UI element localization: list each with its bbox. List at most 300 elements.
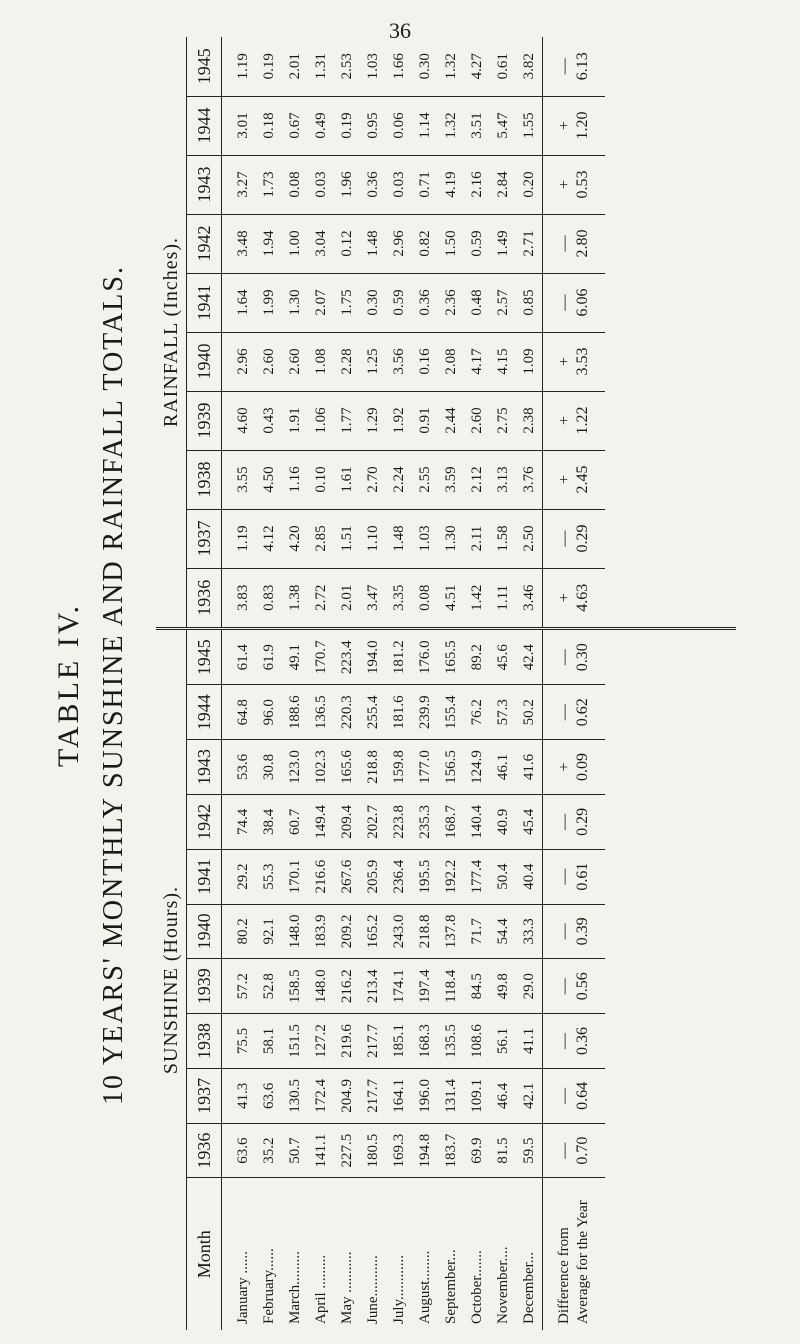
- value-cell: 3.01: [222, 96, 257, 155]
- value-cell: 0.82: [412, 214, 438, 273]
- value-cell: 89.2: [464, 630, 490, 685]
- difference-value: 0.29: [574, 524, 591, 553]
- value-cell: 30.8: [256, 740, 282, 795]
- value-cell: 1.00: [282, 214, 308, 273]
- value-cell: 239.9: [412, 685, 438, 740]
- value-cell: 46.4: [490, 1068, 516, 1123]
- value-cell: 136.5: [308, 685, 334, 740]
- difference-cell: [543, 1123, 606, 1178]
- difference-sign: —: [556, 868, 573, 885]
- value-cell: 92.1: [256, 904, 282, 959]
- value-cell: 0.19: [334, 96, 360, 155]
- value-cell: 2.11: [464, 509, 490, 568]
- year-header: 1943: [187, 740, 222, 795]
- year-header: 1938: [187, 450, 222, 509]
- value-cell: 2.70: [360, 450, 386, 509]
- value-cell: 217.7: [360, 1068, 386, 1123]
- table-row: [360, 37, 386, 627]
- value-cell: 194.0: [360, 630, 386, 685]
- value-cell: 0.06: [386, 96, 412, 155]
- sunshine-body: [222, 630, 543, 1330]
- difference-sign: —: [556, 294, 573, 311]
- value-cell: 168.7: [438, 794, 464, 849]
- difference-sign: —: [556, 978, 573, 995]
- difference-value: 6.13: [574, 52, 591, 81]
- month-label: January ......: [234, 1251, 251, 1324]
- value-cell: 1.10: [360, 509, 386, 568]
- year-header: 1943: [187, 155, 222, 214]
- value-cell: 0.59: [464, 214, 490, 273]
- difference-sign: —: [556, 58, 573, 75]
- value-cell: 168.3: [412, 1014, 438, 1069]
- value-cell: 2.84: [490, 155, 516, 214]
- rainfall-header-row: [187, 37, 222, 627]
- value-cell: 1.75: [334, 273, 360, 332]
- value-cell: 165.2: [360, 904, 386, 959]
- difference-cell: [543, 740, 606, 795]
- difference-value: 2.80: [574, 229, 591, 258]
- value-cell: 49.8: [490, 959, 516, 1014]
- table-row: [256, 37, 282, 627]
- value-cell: 108.6: [464, 1014, 490, 1069]
- value-cell: 1.30: [282, 273, 308, 332]
- difference-value: 0.39: [574, 917, 591, 946]
- value-cell: 0.67: [282, 96, 308, 155]
- value-cell: 3.56: [386, 332, 412, 391]
- value-cell: 1.11: [494, 584, 511, 611]
- value-cell: 40.4: [516, 849, 543, 904]
- year-header: 1942: [187, 214, 222, 273]
- value-cell: 41.6: [516, 740, 543, 795]
- value-cell: 1.32: [438, 37, 464, 96]
- value-cell: 0.08: [282, 155, 308, 214]
- difference-value: 0.29: [574, 807, 591, 836]
- table-row: [282, 37, 308, 627]
- value-cell: 0.18: [256, 96, 282, 155]
- table-row: [282, 630, 308, 1330]
- value-cell: 1.08: [308, 332, 334, 391]
- value-cell: 2.96: [222, 332, 257, 391]
- value-cell: 1.31: [308, 37, 334, 96]
- rainfall-heading: RAINFALL (Inches).: [160, 236, 182, 428]
- year-header: 1941: [187, 849, 222, 904]
- value-cell: 185.1: [386, 1014, 412, 1069]
- value-cell: 219.6: [334, 1014, 360, 1069]
- value-cell: 1.55: [516, 96, 543, 155]
- difference-value: 0.53: [574, 170, 591, 199]
- value-cell: 3.47: [364, 584, 381, 611]
- value-cell: 205.9: [360, 849, 386, 904]
- value-cell: 188.6: [282, 685, 308, 740]
- value-cell: 4.60: [222, 391, 257, 450]
- rotated-table-page: [52, 40, 752, 1330]
- value-cell: 213.4: [360, 959, 386, 1014]
- value-cell: 124.9: [464, 740, 490, 795]
- difference-row: [543, 37, 606, 627]
- value-cell: 196.0: [412, 1068, 438, 1123]
- value-cell: 0.30: [360, 273, 386, 332]
- value-cell: 81.5: [490, 1123, 516, 1178]
- value-cell: 1.03: [360, 37, 386, 96]
- year-header: 1944: [187, 685, 222, 740]
- value-cell: 0.71: [412, 155, 438, 214]
- year-header: 1937: [187, 1068, 222, 1123]
- table-row: [334, 37, 360, 627]
- value-cell: 56.1: [490, 1014, 516, 1069]
- value-cell: 75.5: [222, 1014, 257, 1069]
- value-cell: 3.27: [222, 155, 257, 214]
- difference-cell: [543, 568, 606, 627]
- value-cell: 63.6: [256, 1068, 282, 1123]
- value-cell: 1.61: [334, 450, 360, 509]
- value-cell: 172.4: [308, 1068, 334, 1123]
- value-cell: 216.2: [334, 959, 360, 1014]
- value-cell: 4.12: [256, 509, 282, 568]
- value-cell: 1.19: [222, 37, 257, 96]
- value-cell: 1.25: [360, 332, 386, 391]
- difference-cell: [543, 450, 606, 509]
- difference-cell: [543, 332, 606, 391]
- month-label: May ...........: [338, 1251, 355, 1324]
- value-cell: 0.48: [464, 273, 490, 332]
- difference-sign: —: [556, 649, 573, 666]
- difference-cell: [543, 630, 606, 685]
- value-cell: 1.49: [490, 214, 516, 273]
- value-cell: 49.1: [282, 630, 308, 685]
- value-cell: 1.14: [412, 96, 438, 155]
- value-cell: 52.8: [256, 959, 282, 1014]
- difference-cell: [543, 1014, 606, 1069]
- value-cell: 4.17: [464, 332, 490, 391]
- difference-value: 1.20: [574, 111, 591, 140]
- value-cell: 2.08: [438, 332, 464, 391]
- value-cell: 50.7: [282, 1123, 308, 1178]
- value-cell: 2.60: [256, 332, 282, 391]
- table-row: [222, 37, 257, 627]
- year-header: 1939: [187, 959, 222, 1014]
- difference-sign: —: [556, 1087, 573, 1104]
- value-cell: 109.1: [464, 1068, 490, 1123]
- month-label: October.......: [468, 1250, 485, 1324]
- value-cell: 243.0: [386, 904, 412, 959]
- value-cell: 41.3: [222, 1068, 257, 1123]
- value-cell: 29.0: [516, 959, 543, 1014]
- year-header: 1938: [187, 1014, 222, 1069]
- value-cell: 1.77: [334, 391, 360, 450]
- difference-cell: [543, 1068, 606, 1123]
- value-cell: 202.7: [360, 794, 386, 849]
- value-cell: 223.4: [334, 630, 360, 685]
- value-cell: 5.47: [490, 96, 516, 155]
- year-header: 1937: [187, 509, 222, 568]
- value-cell: 1.42: [468, 584, 485, 611]
- value-cell: 170.7: [308, 630, 334, 685]
- table-row: [516, 37, 543, 627]
- month-label: September...: [442, 1249, 459, 1324]
- sunshine-header-row: [187, 630, 222, 1330]
- value-cell: 148.0: [282, 904, 308, 959]
- value-cell: 2.60: [282, 332, 308, 391]
- value-cell: 1.09: [516, 332, 543, 391]
- value-cell: 135.5: [438, 1014, 464, 1069]
- value-cell: 0.36: [412, 273, 438, 332]
- value-cell: 1.06: [308, 391, 334, 450]
- sunshine-header: [187, 630, 222, 1330]
- value-cell: 183.9: [308, 904, 334, 959]
- value-cell: 197.4: [412, 959, 438, 1014]
- rainfall-footer: [543, 37, 606, 627]
- month-label: March.........: [286, 1251, 303, 1324]
- difference-sign: +: [556, 121, 573, 131]
- value-cell: 0.61: [490, 37, 516, 96]
- difference-sign: —: [556, 1142, 573, 1159]
- difference-sign: +: [556, 593, 573, 603]
- sunshine-heading: SUNSHINE (Hours).: [160, 885, 182, 1075]
- value-cell: 60.7: [282, 794, 308, 849]
- sunshine-section: [156, 630, 736, 1330]
- year-header: 1944: [187, 96, 222, 155]
- table-number: TABLE IV.: [52, 602, 85, 768]
- difference-value: 0.09: [574, 753, 591, 782]
- value-cell: 2.24: [386, 450, 412, 509]
- difference-row: [543, 630, 606, 1330]
- value-cell: 158.5: [282, 959, 308, 1014]
- value-cell: 2.96: [386, 214, 412, 273]
- value-cell: 235.3: [412, 794, 438, 849]
- difference-value: 0.61: [574, 862, 591, 891]
- year-header: 1941: [187, 273, 222, 332]
- value-cell: 1.50: [438, 214, 464, 273]
- month-label: June...........: [364, 1255, 381, 1324]
- difference-value: 1.22: [574, 406, 591, 435]
- value-cell: 148.0: [308, 959, 334, 1014]
- table-row: [490, 37, 516, 627]
- value-cell: 0.12: [334, 214, 360, 273]
- table-row: [412, 37, 438, 627]
- value-cell: 195.5: [412, 849, 438, 904]
- year-header: 1936: [187, 568, 222, 627]
- value-cell: 64.8: [222, 685, 257, 740]
- table-row: [464, 37, 490, 627]
- value-cell: 1.16: [282, 450, 308, 509]
- value-cell: 0.20: [516, 155, 543, 214]
- value-cell: 1.58: [490, 509, 516, 568]
- value-cell: 2.01: [282, 37, 308, 96]
- table-row: [516, 630, 543, 1330]
- value-cell: 61.9: [256, 630, 282, 685]
- difference-cell: [543, 509, 606, 568]
- value-cell: 3.76: [516, 450, 543, 509]
- table-row: [412, 630, 438, 1330]
- value-cell: 0.49: [308, 96, 334, 155]
- year-header: 1945: [187, 630, 222, 685]
- value-cell: 1.19: [222, 509, 257, 568]
- value-cell: 84.5: [464, 959, 490, 1014]
- value-cell: 74.4: [222, 794, 257, 849]
- page-number: 36: [389, 18, 411, 43]
- value-cell: 209.2: [334, 904, 360, 959]
- value-cell: 0.16: [412, 332, 438, 391]
- value-cell: 2.57: [490, 273, 516, 332]
- value-cell: 50.4: [490, 849, 516, 904]
- difference-value: 0.62: [574, 698, 591, 727]
- difference-label: Difference from Average for the Year: [543, 1178, 606, 1330]
- table-row: [386, 630, 412, 1330]
- value-cell: 118.4: [438, 959, 464, 1014]
- difference-cell: [543, 849, 606, 904]
- value-cell: 3.59: [438, 450, 464, 509]
- value-cell: 2.71: [516, 214, 543, 273]
- value-cell: 1.73: [256, 155, 282, 214]
- difference-value: 0.64: [574, 1081, 591, 1110]
- difference-sign: +: [556, 416, 573, 426]
- year-header: 1939: [187, 391, 222, 450]
- value-cell: 2.50: [516, 509, 543, 568]
- value-cell: 46.1: [490, 740, 516, 795]
- value-cell: 1.03: [412, 509, 438, 568]
- value-cell: 0.36: [360, 155, 386, 214]
- value-cell: 220.3: [334, 685, 360, 740]
- difference-cell: [543, 391, 606, 450]
- value-cell: 0.10: [308, 450, 334, 509]
- table-row: [438, 630, 464, 1330]
- value-cell: 54.4: [490, 904, 516, 959]
- value-cell: 3.13: [490, 450, 516, 509]
- value-cell: 0.43: [256, 391, 282, 450]
- table-row: [386, 37, 412, 627]
- value-cell: 204.9: [334, 1068, 360, 1123]
- value-cell: 165.5: [438, 630, 464, 685]
- value-cell: 192.2: [438, 849, 464, 904]
- value-cell: 2.12: [464, 450, 490, 509]
- difference-value: 6.06: [574, 288, 591, 317]
- value-cell: 3.83: [234, 584, 251, 611]
- difference-value: 3.53: [574, 347, 591, 376]
- value-cell: 61.4: [222, 630, 257, 685]
- difference-cell: [543, 214, 606, 273]
- value-cell: 127.2: [308, 1014, 334, 1069]
- difference-sign: —: [556, 1033, 573, 1050]
- value-cell: 96.0: [256, 685, 282, 740]
- value-cell: 216.6: [308, 849, 334, 904]
- value-cell: 1.66: [386, 37, 412, 96]
- value-cell: 141.1: [308, 1123, 334, 1178]
- value-cell: 2.28: [334, 332, 360, 391]
- value-cell: 2.36: [438, 273, 464, 332]
- value-cell: 218.8: [360, 740, 386, 795]
- value-cell: 0.83: [260, 584, 277, 611]
- value-cell: 3.04: [308, 214, 334, 273]
- value-cell: 59.5: [516, 1123, 543, 1178]
- value-cell: 1.99: [256, 273, 282, 332]
- difference-cell: [543, 155, 606, 214]
- difference-cell: [543, 273, 606, 332]
- value-cell: 140.4: [464, 794, 490, 849]
- value-cell: 1.38: [286, 584, 303, 611]
- difference-sign: —: [556, 235, 573, 252]
- table-row: [464, 630, 490, 1330]
- value-cell: 2.53: [334, 37, 360, 96]
- year-header: 1936: [187, 1123, 222, 1178]
- value-cell: 57.3: [490, 685, 516, 740]
- value-cell: 217.7: [360, 1014, 386, 1069]
- value-cell: 57.2: [222, 959, 257, 1014]
- value-cell: 177.4: [464, 849, 490, 904]
- tables-container: [156, 40, 736, 1330]
- value-cell: 174.1: [386, 959, 412, 1014]
- value-cell: 0.91: [412, 391, 438, 450]
- value-cell: 40.9: [490, 794, 516, 849]
- value-cell: 1.92: [386, 391, 412, 450]
- difference-value: 0.30: [574, 643, 591, 672]
- value-cell: 29.2: [222, 849, 257, 904]
- difference-cell: [543, 794, 606, 849]
- value-cell: 183.7: [438, 1123, 464, 1178]
- value-cell: 3.51: [464, 96, 490, 155]
- value-cell: 149.4: [308, 794, 334, 849]
- value-cell: 55.3: [256, 849, 282, 904]
- value-cell: 137.8: [438, 904, 464, 959]
- difference-sign: +: [556, 475, 573, 485]
- value-cell: 50.2: [516, 685, 543, 740]
- difference-cell: [543, 37, 606, 96]
- value-cell: 0.59: [386, 273, 412, 332]
- value-cell: 4.19: [438, 155, 464, 214]
- value-cell: 0.03: [308, 155, 334, 214]
- value-cell: 2.16: [464, 155, 490, 214]
- value-cell: 181.2: [386, 630, 412, 685]
- value-cell: 102.3: [308, 740, 334, 795]
- value-cell: 155.4: [438, 685, 464, 740]
- value-cell: 2.75: [490, 391, 516, 450]
- value-cell: 35.2: [256, 1123, 282, 1178]
- value-cell: 181.6: [386, 685, 412, 740]
- value-cell: 1.94: [256, 214, 282, 273]
- difference-sign: —: [556, 530, 573, 547]
- table-row: [334, 630, 360, 1330]
- value-cell: 236.4: [386, 849, 412, 904]
- value-cell: 53.6: [222, 740, 257, 795]
- difference-sign: —: [556, 923, 573, 940]
- table-title: 10 YEARS' MONTHLY SUNSHINE AND RAINFALL TOTALS.: [98, 265, 129, 1105]
- value-cell: 2.07: [308, 273, 334, 332]
- value-cell: 1.30: [438, 509, 464, 568]
- value-cell: 42.1: [516, 1068, 543, 1123]
- value-cell: 2.01: [338, 584, 355, 611]
- value-cell: 69.9: [464, 1123, 490, 1178]
- value-cell: 159.8: [386, 740, 412, 795]
- sunshine-footer: [543, 630, 606, 1330]
- value-cell: 4.15: [490, 332, 516, 391]
- difference-sign: +: [556, 762, 573, 772]
- value-cell: 227.5: [334, 1123, 360, 1178]
- value-cell: 58.1: [256, 1014, 282, 1069]
- value-cell: 223.8: [386, 794, 412, 849]
- value-cell: 0.95: [360, 96, 386, 155]
- sunshine-table: [186, 630, 605, 1330]
- value-cell: 2.38: [516, 391, 543, 450]
- value-cell: 80.2: [222, 904, 257, 959]
- difference-sign: —: [556, 813, 573, 830]
- value-cell: 1.48: [386, 509, 412, 568]
- value-cell: 176.0: [412, 630, 438, 685]
- difference-sign: +: [556, 180, 573, 190]
- difference-value: 0.36: [574, 1027, 591, 1056]
- table-row: [490, 630, 516, 1330]
- value-cell: 170.1: [282, 849, 308, 904]
- rainfall-body: [222, 37, 543, 627]
- month-label: April .........: [312, 1254, 329, 1324]
